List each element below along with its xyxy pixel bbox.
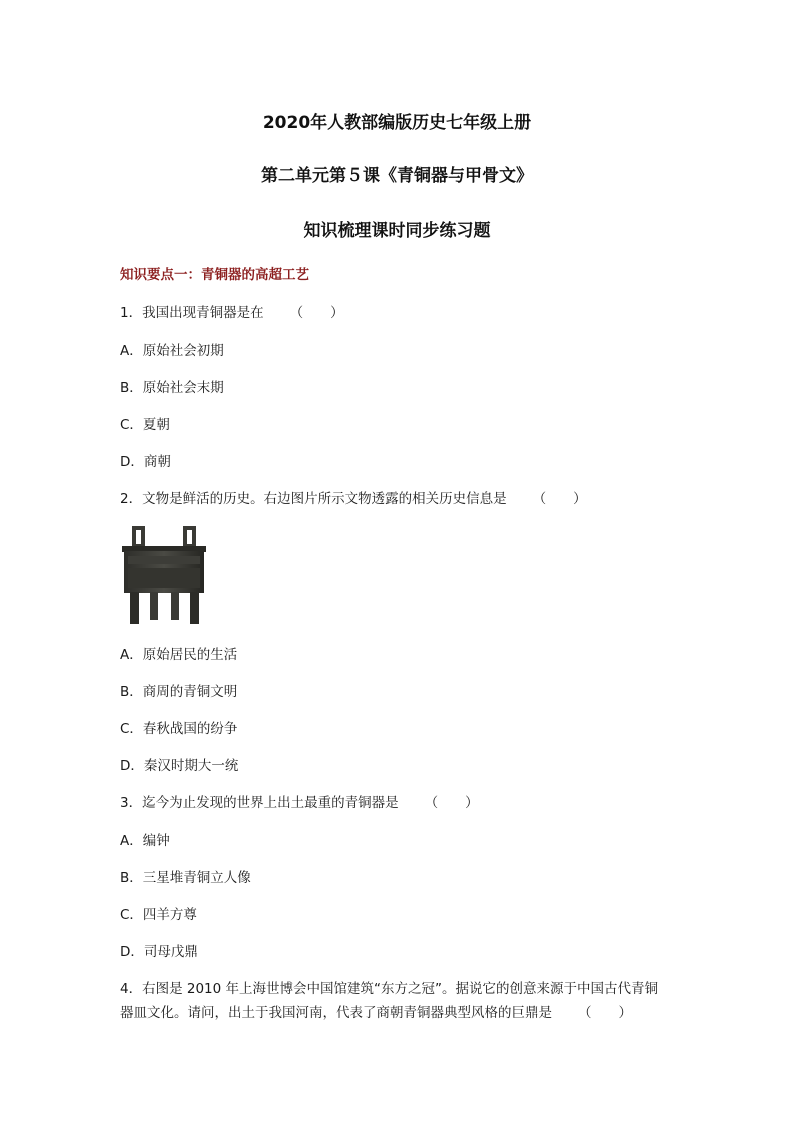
question-2-option-c: C．春秋战国的纷争 [120, 721, 238, 737]
document-title: 2020年人教部编版历史七年级上册 [262, 113, 532, 133]
question-2-option-b: B．商周的青铜文明 [120, 684, 238, 700]
question-1-option-c: C．夏朝 [120, 417, 170, 433]
lesson-title: 第二单元第５课《青铜器与甲骨文》 [261, 166, 533, 186]
question-3-stem: 3．迄今为止发现的世界上出土最重的青铜器是 （ ） [120, 791, 479, 811]
question-3-option-b: B．三星堆青铜立人像 [120, 870, 251, 886]
section-heading: 知识要点一：青铜器的高超工艺 [120, 267, 309, 283]
question-2-option-d: D．秦汉时期大一统 [120, 758, 239, 774]
question-3-option-d: D．司母戊鼎 [120, 944, 198, 960]
question-4-stem-line2: 器皿文化。请问，出土于我国河南，代表了商朝青铜器典型风格的巨鼎是 （ ） [120, 1001, 632, 1021]
question-1-option-d: D．商朝 [120, 454, 171, 470]
bronze-ding-image [118, 522, 210, 626]
answer-paren: （ ） [289, 305, 344, 321]
answer-paren: （ ） [424, 795, 479, 811]
bronze-ding-illustration [118, 522, 210, 626]
question-4-stem-line1: 4．右图是 2010 年上海世博会中国馆建筑“东方之冠”。据说它的创意来源于中国古代青铜 [120, 981, 659, 997]
question-3-option-a: A．编钟 [120, 833, 170, 849]
question-1-option-a: A．原始社会初期 [120, 343, 224, 359]
question-1-stem: 1．我国出现青铜器是在 （ ） [120, 301, 344, 321]
answer-paren: （ ） [578, 1005, 632, 1021]
question-3-option-c: C．四羊方尊 [120, 907, 197, 923]
question-2-option-a: A．原始居民的生活 [120, 647, 238, 663]
question-2-stem: 2．文物是鲜活的历史。右边图片所示文物透露的相关历史信息是 （ ） [120, 487, 587, 507]
exercise-title: 知识梳理课时同步练习题 [303, 221, 491, 241]
question-1-option-b: B．原始社会末期 [120, 380, 224, 396]
answer-paren: （ ） [532, 491, 587, 507]
